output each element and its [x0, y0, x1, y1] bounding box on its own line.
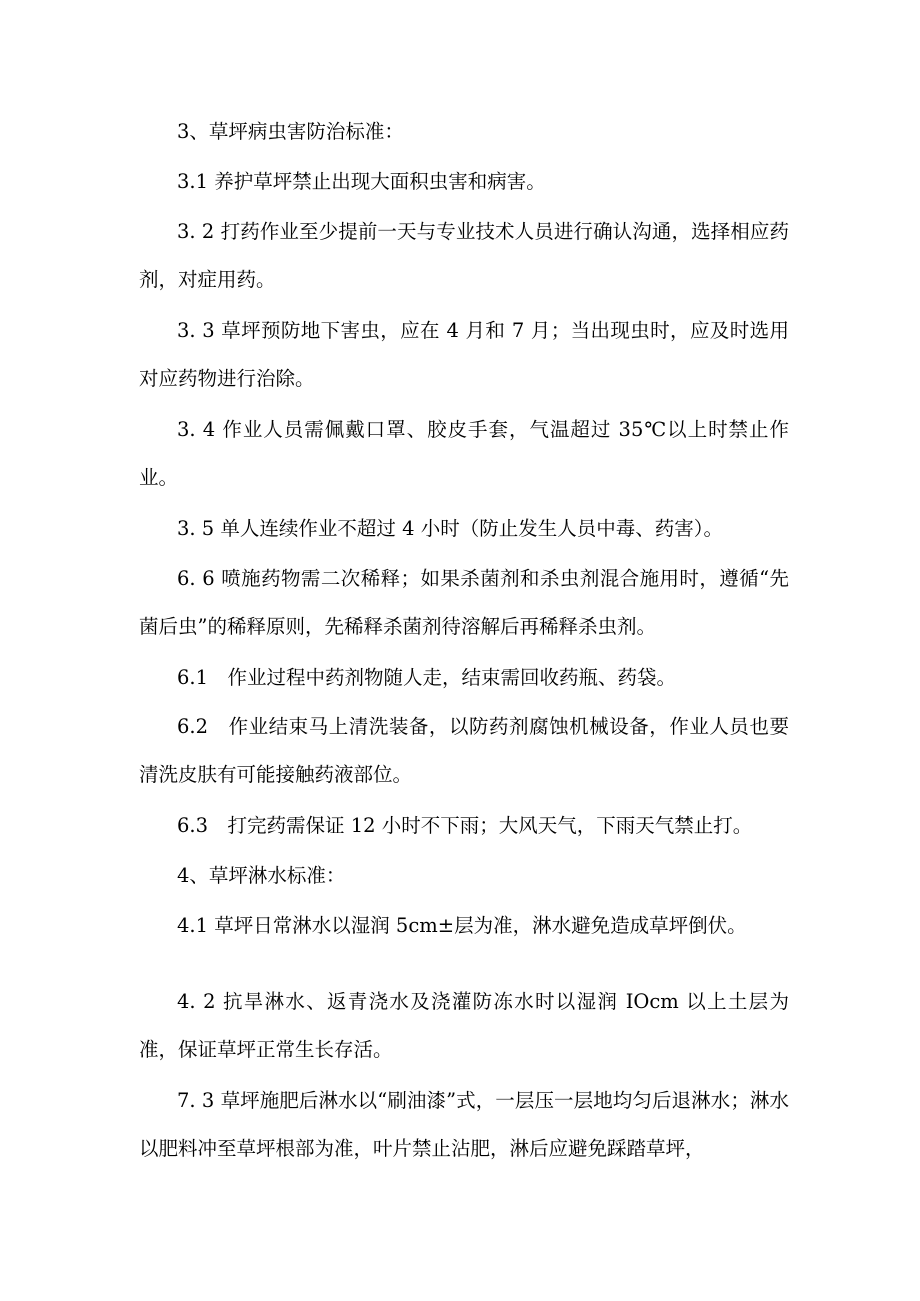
paragraph-3-2: 3. 2 打药作业至少提前一天与专业技术人员进行确认沟通，选择相应药剂，对症用药。: [139, 220, 789, 291]
section-heading-pest-control: 3、草坪病虫害防治标准：: [177, 120, 404, 143]
paragraph-6-1: 6.1 作业过程中药剂物随人走，结束需回收药瓶、药袋。: [177, 666, 677, 689]
paragraph-3-1: 3.1 养护草坪禁止出现大面积虫害和病害。: [177, 170, 546, 193]
section-heading-watering: 4、草坪淋水标准：: [177, 864, 346, 887]
paragraph-3-3: 3. 3 草坪预防地下害虫，应在 4 月和 7 月；当出现虫时，应及时选用对应药物进行治除。: [139, 319, 789, 390]
paragraph-7-3: 7. 3 草坪施肥后淋水以“刷油漆”式，一层压一层地均匀后退淋水；淋水以肥料冲至草坪根部为准，叶片禁止沾肥，淋后应避免踩踏草坪，: [139, 1089, 789, 1160]
paragraph-6-2: 6.2 作业结束马上清洗装备，以防药剂腐蚀机械设备，作业人员也要清洗皮肤有可能接触药液部位。: [139, 715, 789, 786]
paragraph-6-3: 6.3 打完药需保证 12 小时不下雨；大风天气，下雨天气禁止打。: [177, 814, 753, 837]
paragraph-4-1: 4.1 草坪日常淋水以湿润 5cm±层为准，淋水避免造成草坪倒伏。: [177, 914, 747, 937]
paragraph-6-6: 6. 6 喷施药物需二次稀释；如果杀菌剂和杀虫剂混合施用时，遵循“先菌后虫”的稀释原则，先稀释杀菌剂待溶解后再稀释杀虫剂。: [139, 567, 789, 638]
paragraph-4-2: 4. 2 抗旱淋水、返青浇水及浇灌防冻水时以湿润 IOcm 以上土层为准，保证草坪正常生长存活。: [139, 990, 789, 1061]
paragraph-3-5: 3. 5 单人连续作业不超过 4 小时（防止发生人员中毒、药害）。: [177, 517, 723, 540]
paragraph-3-4: 3. 4 作业人员需佩戴口罩、胶皮手套，气温超过 35℃以上时禁止作业。: [139, 418, 789, 489]
